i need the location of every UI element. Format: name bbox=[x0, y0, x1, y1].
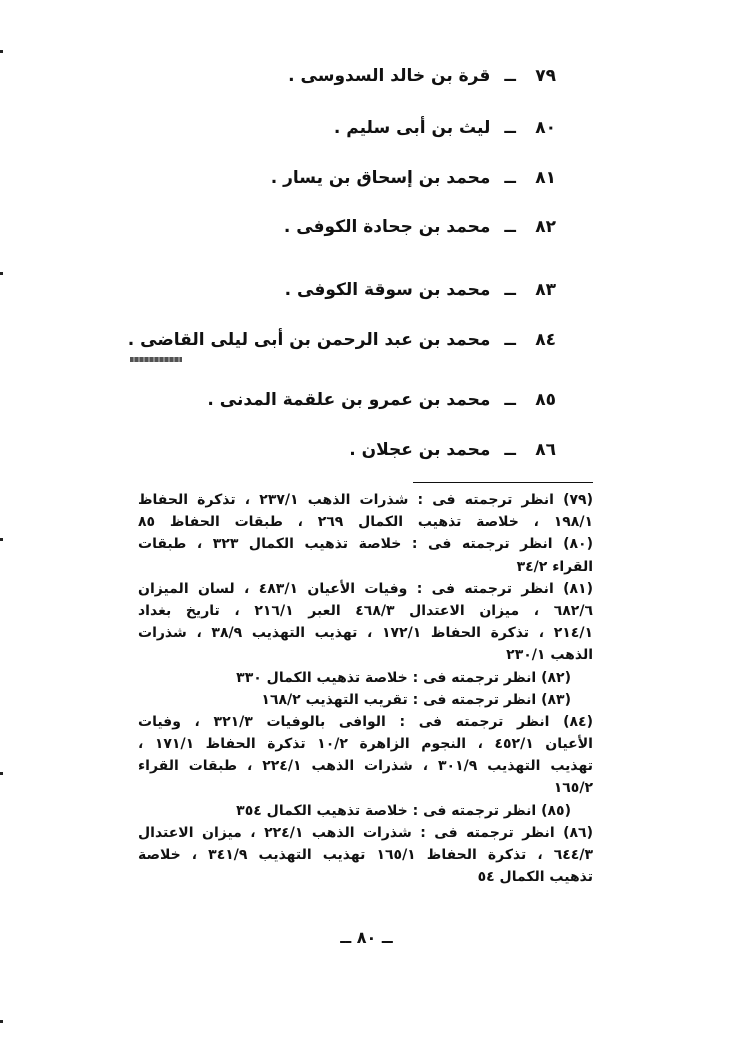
entry-text: ليث بن أبى سليم . bbox=[333, 118, 491, 138]
entry-81 bbox=[271, 166, 556, 190]
footnote-line: الأعيان ٤٥٢/١ ، النجوم الزاهرة ١٠/٢ تذكرة الحفاظ ١٧١/١ ، bbox=[138, 736, 593, 753]
entry-text: قرة بن خالد السدوسى . bbox=[288, 66, 491, 86]
scan-speck bbox=[0, 50, 3, 53]
entry-84 bbox=[128, 328, 556, 352]
entry-79 bbox=[288, 64, 556, 88]
footnote-line: (٨٥) انظر ترجمته فى : خلاصة تذهيب الكمال ٣٥٤ bbox=[236, 802, 571, 819]
footnote-line: (٨٢) انظر ترجمته فى : خلاصة تذهيب الكمال ٣٣٠ bbox=[236, 669, 571, 686]
scan-speck bbox=[0, 538, 3, 541]
entry-dash: ــ bbox=[504, 330, 516, 350]
footnote-line: الذهب ٢٣٠/١ bbox=[506, 647, 593, 664]
footnotes bbox=[138, 489, 593, 888]
footnote-line: (٧٩) انظر ترجمته فى : شذرات الذهب ٢٣٧/١ ، تذكرة الحفاظ bbox=[138, 492, 593, 508]
entry-dash: ــ bbox=[504, 390, 516, 410]
entry-86 bbox=[349, 438, 556, 462]
footnote-line: تهذيب التهذيب ٣٠١/٩ ، شذرات الذهب ٢٢٤/١ ، طبقات القراء bbox=[138, 758, 593, 775]
entry-number: ٨٣ bbox=[535, 280, 556, 300]
footnote-line: تذهيب الكمال ٥٤ bbox=[477, 869, 593, 886]
entry-dash: ــ bbox=[504, 440, 516, 460]
page-number: ــ ٨٠ ــ bbox=[340, 928, 393, 947]
footnote-line: ٦٨٢/٦ ، ميزان الاعتدال ٤٦٨/٣ العبر ٢١٦/١ ، تاريخ بغداد bbox=[138, 602, 593, 619]
entry-number: ٨٤ bbox=[535, 330, 556, 350]
entry-text: محمد بن سوقة الكوفى . bbox=[284, 280, 491, 300]
entry-dash: ــ bbox=[504, 217, 516, 237]
footnote-line: ٢١٤/١ ، تذكرة الحفاظ ١٧٢/١ ، تهذيب التهذيب ٣٨/٩ ، شذرات bbox=[138, 625, 593, 642]
footnote-line: ١٩٨/١ ، خلاصة تذهيب الكمال ٢٦٩ ، طبقات الحفاظ ٨٥ bbox=[138, 514, 593, 531]
footnote-line: (٨٦) انظر ترجمته فى : شذرات الذهب ٢٢٤/١ ، ميزان الاعتدال bbox=[138, 824, 593, 841]
footnote-line: ٦٤٤/٣ ، تذكرة الحفاظ ١٦٥/١ تهذيب التهذيب ٣٤١/٩ ، خلاصة bbox=[138, 847, 593, 863]
entry-dash: ــ bbox=[504, 280, 516, 300]
entry-82 bbox=[284, 215, 556, 239]
footnote-line: (٨٣) انظر ترجمته فى : تقريب التهذيب ١٦٨/٢ bbox=[261, 691, 571, 708]
scan-smudge bbox=[130, 357, 182, 362]
scan-speck bbox=[0, 772, 3, 775]
scan-speck bbox=[0, 1020, 3, 1023]
entry-dash: ــ bbox=[504, 66, 516, 86]
entry-number: ٨٥ bbox=[535, 390, 556, 410]
entry-text: محمد بن عمرو بن علقمة المدنى . bbox=[207, 390, 491, 410]
entry-text: محمد بن عبد الرحمن بن أبى ليلى القاضى . bbox=[127, 330, 491, 350]
entry-83 bbox=[285, 278, 556, 302]
footnote-line: (٨١) انظر ترجمته فى : وفيات الأعيان ٤٨٣/١ ، لسان الميزان bbox=[138, 580, 593, 597]
entry-text: محمد بن عجلان . bbox=[349, 440, 491, 460]
scan-speck bbox=[0, 272, 3, 275]
entry-dash: ــ bbox=[504, 168, 516, 188]
entry-85 bbox=[207, 388, 556, 412]
entry-text: محمد بن إسحاق بن يسار . bbox=[270, 168, 491, 188]
entry-number: ٧٩ bbox=[535, 66, 556, 86]
entry-80 bbox=[334, 116, 556, 140]
footnote-divider bbox=[413, 482, 593, 483]
entry-number: ٨٢ bbox=[535, 217, 556, 237]
entry-number: ٨٠ bbox=[535, 118, 556, 138]
entry-number: ٨٦ bbox=[535, 440, 556, 460]
entry-text: محمد بن جحادة الكوفى . bbox=[283, 217, 491, 237]
entry-dash: ــ bbox=[504, 118, 516, 138]
footnote-line: (٨٤) انظر ترجمته فى : الوافى بالوفيات ٣٢١/٣ ، وفيات bbox=[138, 713, 593, 730]
footnote-line: القراء ٣٤/٢ bbox=[516, 558, 593, 575]
footnote-line: ١٦٥/٢ bbox=[553, 780, 593, 797]
footnote-line: (٨٠) انظر ترجمته فى : خلاصة تذهيب الكمال ٣٢٣ ، طبقات bbox=[138, 536, 593, 553]
entry-number: ٨١ bbox=[535, 168, 556, 188]
